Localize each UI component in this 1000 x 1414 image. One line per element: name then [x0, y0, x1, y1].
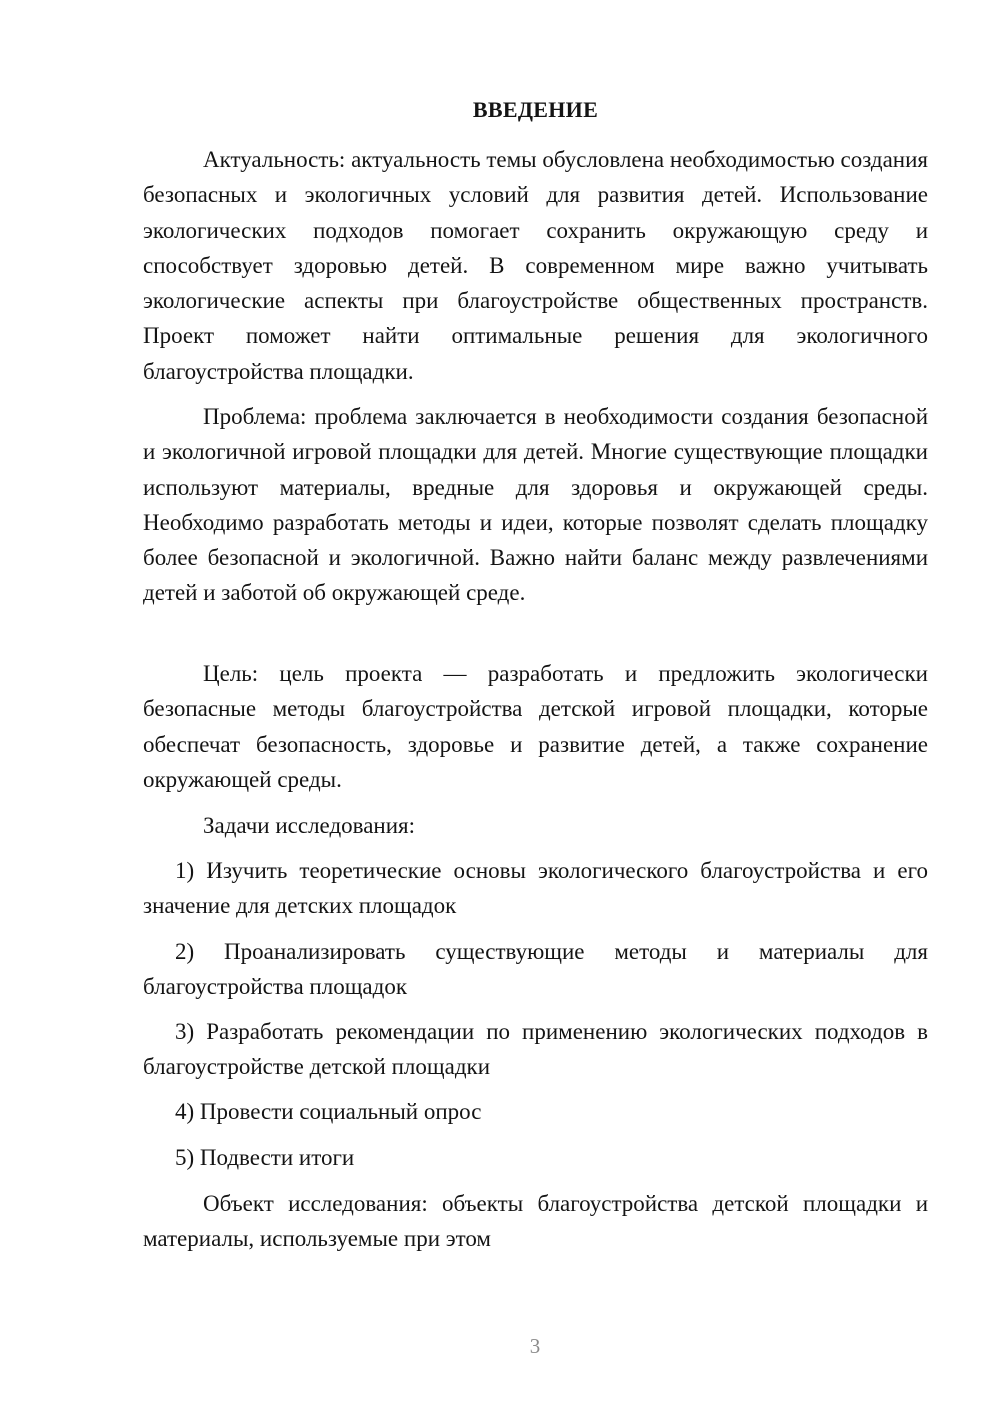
page-number: 3 [529, 1334, 541, 1358]
task-item-3: 3) Разработать рекомендации по применению экологических подходов в благоустройстве детской площадки [143, 1019, 928, 1080]
task-item-4: 4) Провести социальный опрос [175, 1099, 482, 1124]
relevance-paragraph: Актуальность: актуальность темы обусловлена необходимостью создания безопасных и экологичных условий для развития детей. Использование экологических подходов помогает сохранить окружающую среду и способствует здоровью детей. В современном мире важно учитывать экологические аспекты при благоустройстве общественных пространств. Проект поможет найти оптимальные решения для экологичного благоустройства площадки. [143, 147, 929, 384]
tasks-heading: Задачи исследования: [203, 813, 416, 838]
goal-paragraph: Цель: цель проекта — разработать и предложить экологически безопасные методы благоустройства детской игровой площадки, которые обеспечат безопасность, здоровье и развитие детей, а также сохранение окружающей среды. [143, 661, 928, 792]
object-paragraph: Объект исследования: объекты благоустройства детской площадки и материалы, используемые при этом [143, 1191, 928, 1252]
problem-paragraph: Проблема: проблема заключается в необходимости создания безопасной и экологичной игровой площадки для детей. Многие существующие площадки используют материалы, вредные для здоровья и окружающей среды. Необходимо разработать методы и идеи, которые позволят сделать площадку более безопасной и экологичной. Важно найти баланс между развлечениями детей и заботой об окружающей среде. [143, 404, 928, 606]
section-title: ВВЕДЕНИЕ [472, 97, 599, 122]
task-item-2: 2) Проанализировать существующие методы и материалы для благоустройства площадок [143, 939, 928, 1000]
task-item-5: 5) Подвести итоги [175, 1145, 355, 1170]
task-item-1: 1) Изучить теоретические основы экологического благоустройства и его значение для детских площадок [143, 858, 928, 919]
